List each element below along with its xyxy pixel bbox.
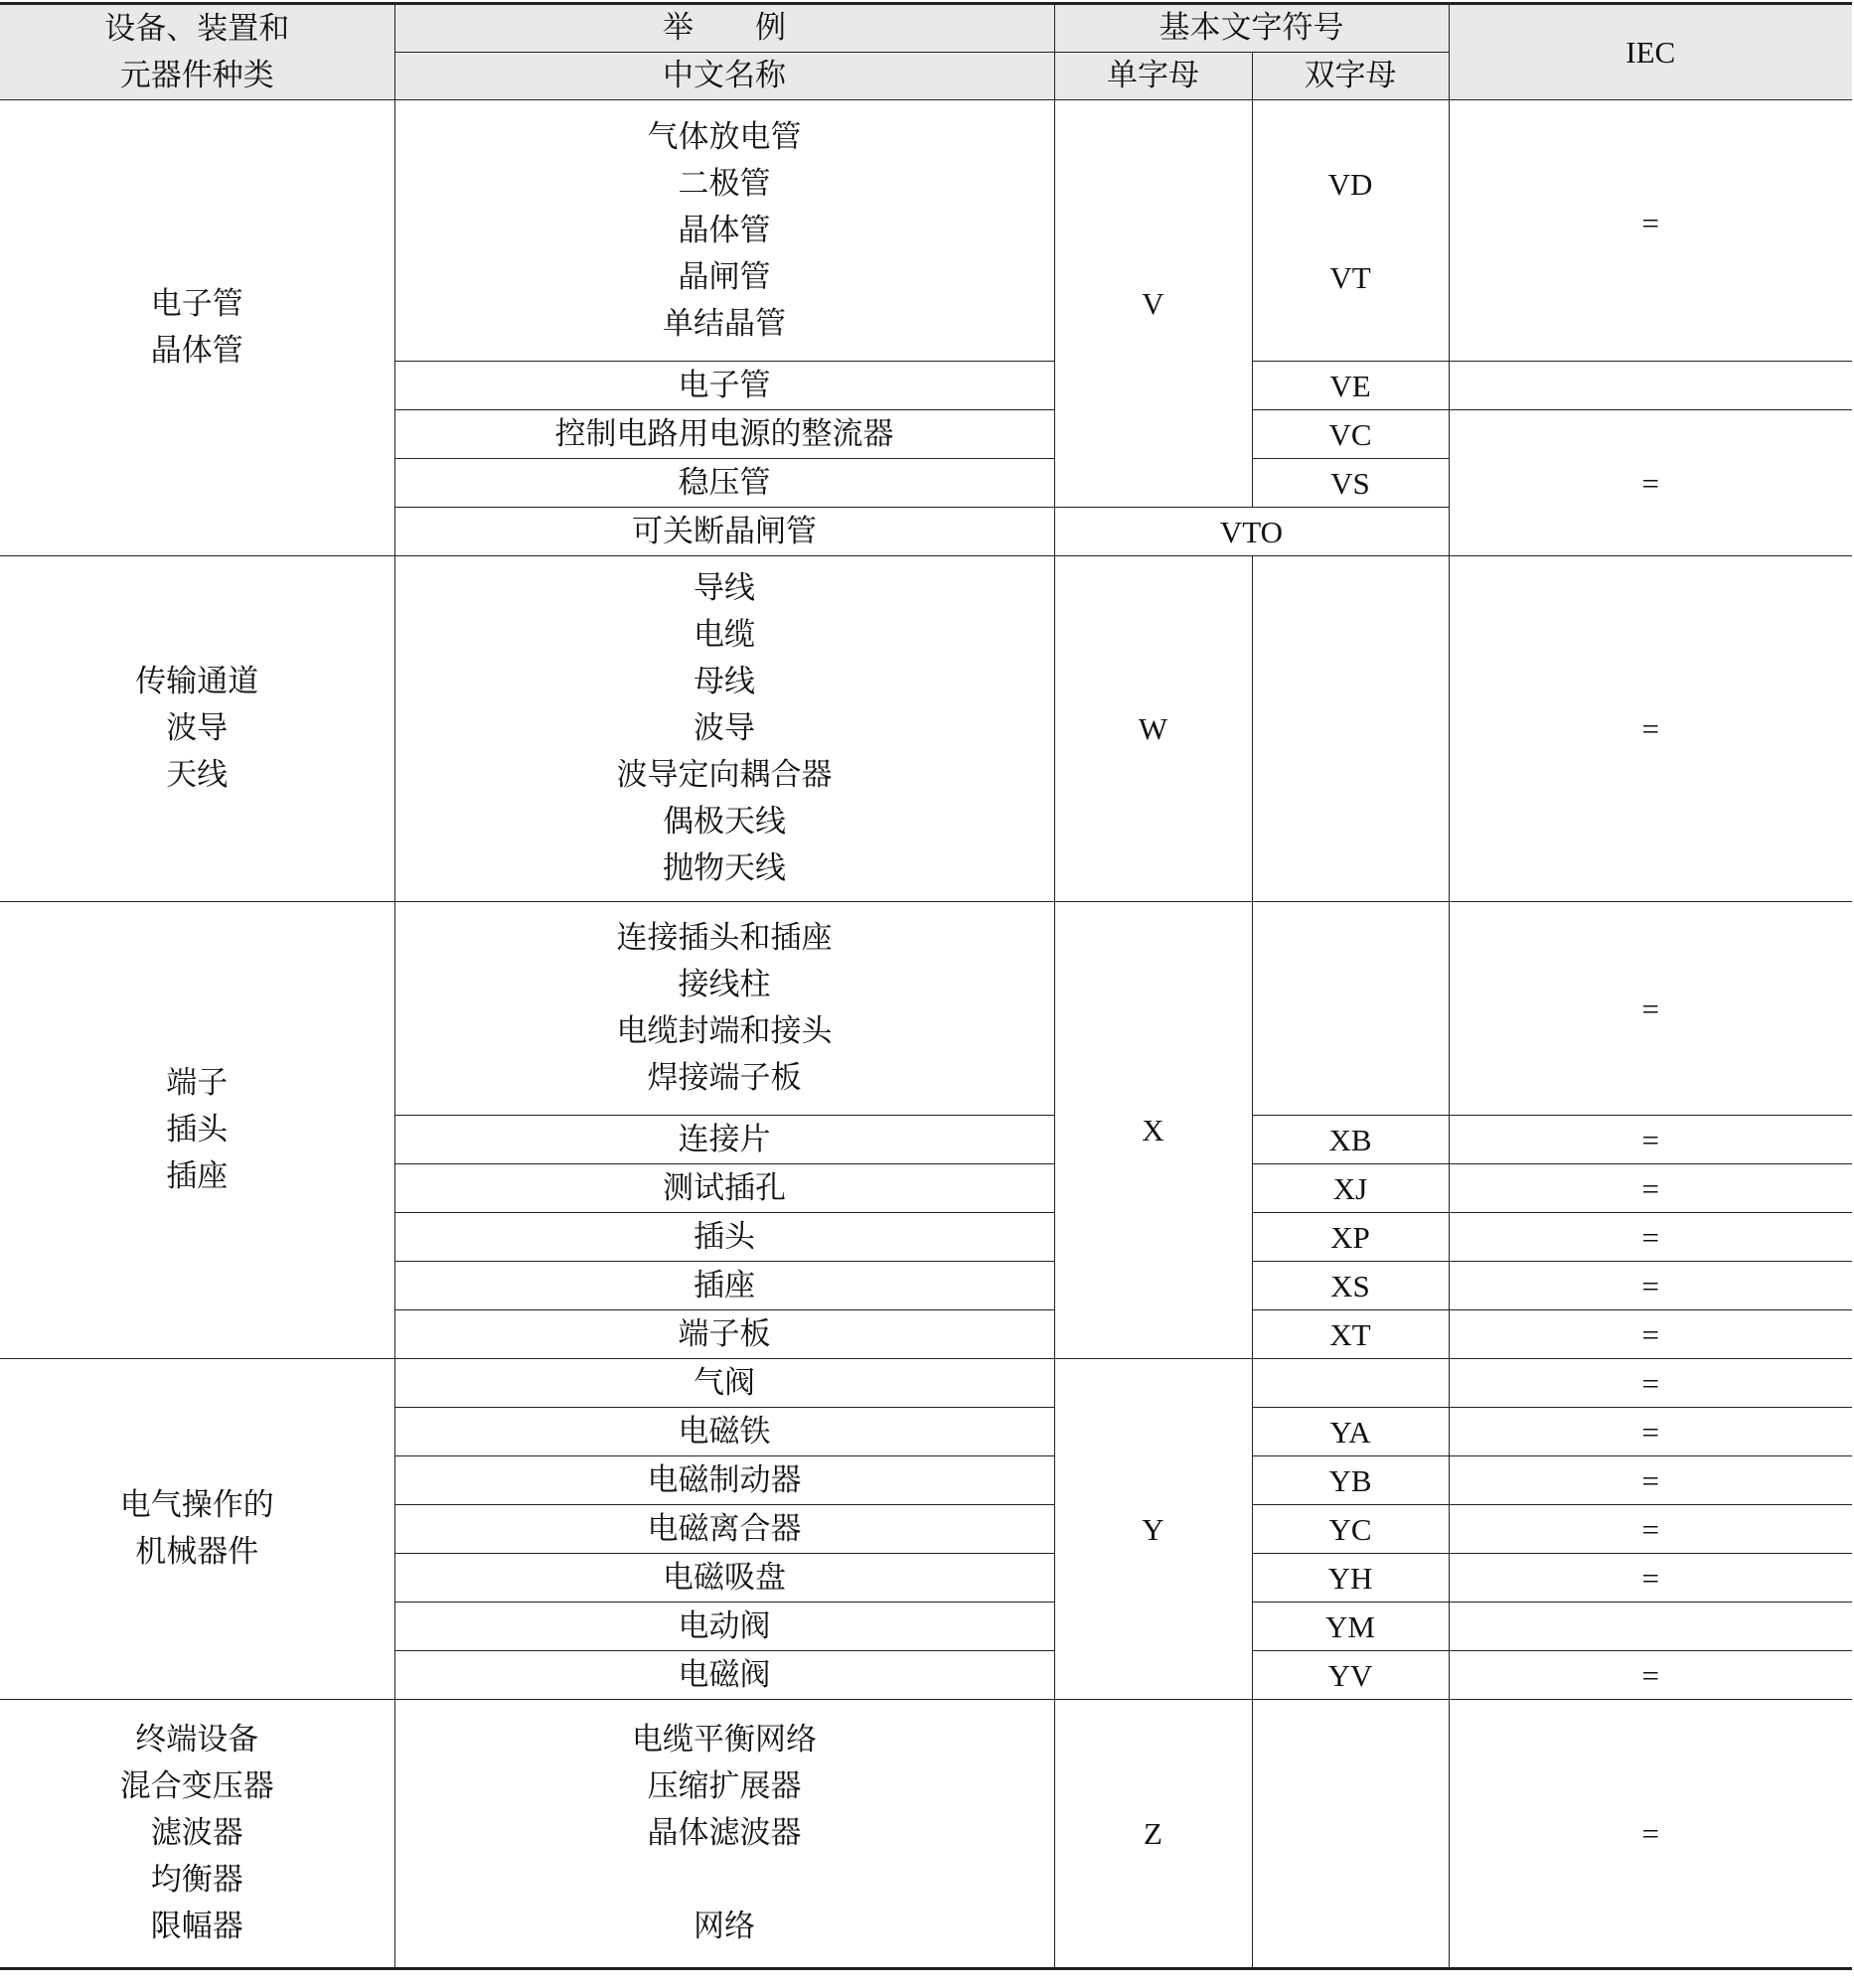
category-line: 插座	[166, 1158, 229, 1194]
example-name: 稳压管	[394, 459, 1054, 508]
category-line: 限幅器	[150, 1909, 243, 1944]
header-category	[0, 4, 394, 100]
double-letter-code: VC	[1252, 410, 1449, 459]
iec-cell: =	[1449, 1213, 1852, 1262]
example-name: 晶体管	[678, 212, 771, 248]
example-name: 电磁阀	[394, 1651, 1054, 1700]
double-letter-code: YA	[1252, 1408, 1449, 1456]
category-line: 电子管	[150, 286, 243, 322]
example-name: 电动阀	[394, 1603, 1054, 1651]
category-line: 插头	[166, 1112, 229, 1147]
example-name: 控制电路用电源的整流器	[394, 410, 1054, 459]
header-basic-symbol: 基本文字符号	[1054, 4, 1449, 53]
double-letter-code	[1252, 1359, 1449, 1408]
example-name: 插座	[394, 1262, 1054, 1310]
double-letter-code: VE	[1252, 362, 1449, 410]
example-name: 接线柱	[678, 967, 771, 1002]
category-line: 波导	[166, 710, 229, 746]
double-letter-code: YV	[1252, 1651, 1449, 1700]
example-name: 电磁铁	[394, 1408, 1054, 1456]
example-name: 偶极天线	[663, 804, 786, 840]
example-name: 测试插孔	[394, 1164, 1054, 1213]
category-line: 晶体管	[150, 333, 243, 369]
example-names-cell	[394, 902, 1054, 1116]
single-letter-cell: Y	[1054, 1359, 1252, 1700]
example-name: 电缆	[694, 617, 755, 653]
header-category-line-1: 设备、装置和	[104, 10, 290, 47]
category-line: 终端设备	[135, 1722, 259, 1758]
example-name: 波导	[694, 710, 755, 746]
header-example-chinese-name: 中文名称	[394, 53, 1054, 100]
category-line: 均衡器	[150, 1862, 243, 1898]
example-name: 晶体滤波器	[647, 1815, 802, 1851]
category-line: 传输通道	[135, 664, 259, 699]
double-letter-cell	[1252, 100, 1449, 362]
letter-symbol-table	[0, 2, 1852, 1970]
single-letter-cell: Z	[1054, 1700, 1252, 1969]
double-letter-code: YH	[1252, 1554, 1449, 1603]
double-letter-code: XT	[1252, 1310, 1449, 1359]
example-name: 电子管	[394, 362, 1054, 410]
iec-cell: =	[1449, 1651, 1852, 1700]
iec-cell: =	[1449, 1164, 1852, 1213]
example-name: 气阀	[394, 1359, 1054, 1408]
double-letter-code: YM	[1252, 1603, 1449, 1651]
iec-cell: =	[1449, 410, 1852, 556]
example-name: 电缆平衡网络	[632, 1722, 817, 1758]
example-name: 电磁吸盘	[394, 1554, 1054, 1603]
double-letter-code: YC	[1252, 1505, 1449, 1554]
example-names-cell	[394, 556, 1054, 902]
iec-cell: =	[1449, 1505, 1852, 1554]
example-name: 插头	[394, 1213, 1054, 1262]
iec-cell: =	[1449, 1310, 1852, 1359]
double-letter-cell	[1252, 902, 1449, 1116]
double-letter-code: XS	[1252, 1262, 1449, 1310]
double-letter-code: XB	[1252, 1116, 1449, 1164]
iec-cell: =	[1449, 902, 1852, 1116]
example-name: 可关断晶闸管	[394, 508, 1054, 556]
double-letter-code: XP	[1252, 1213, 1449, 1262]
example-name: 压缩扩展器	[647, 1768, 802, 1804]
category-cell-w	[0, 556, 394, 902]
example-name: 电磁离合器	[394, 1505, 1054, 1554]
example-name: 抛物天线	[663, 850, 786, 886]
iec-cell	[1449, 1603, 1852, 1651]
header-single-letter: 单字母	[1054, 53, 1252, 100]
example-names-cell	[394, 100, 1054, 362]
example-name: 电缆封端和接头	[616, 1013, 833, 1049]
iec-cell: =	[1449, 556, 1852, 902]
iec-cell: =	[1449, 1554, 1852, 1603]
double-letter-code: YB	[1252, 1456, 1449, 1505]
iec-cell: =	[1449, 1408, 1852, 1456]
category-line: 天线	[166, 757, 229, 793]
category-line: 机械器件	[135, 1534, 259, 1570]
example-name: 波导定向耦合器	[616, 757, 833, 793]
category-cell-z	[0, 1700, 394, 1969]
double-letter-cell	[1252, 1700, 1449, 1969]
category-line: 端子	[166, 1065, 229, 1101]
double-letter-code: VS	[1252, 459, 1449, 508]
double-letter-cell	[1252, 556, 1449, 902]
symbol-code-merged: VTO	[1054, 508, 1449, 556]
iec-cell: =	[1449, 1359, 1852, 1408]
category-cell-x	[0, 902, 394, 1359]
double-letter-code: XJ	[1252, 1164, 1449, 1213]
iec-cell: =	[1449, 1262, 1852, 1310]
example-name: 导线	[694, 570, 755, 606]
iec-cell: =	[1449, 1700, 1852, 1969]
example-name: 焊接端子板	[647, 1060, 802, 1096]
iec-cell: =	[1449, 1116, 1852, 1164]
example-names-cell	[394, 1700, 1054, 1969]
iec-cell: =	[1449, 1456, 1852, 1505]
example-name: 连接片	[394, 1116, 1054, 1164]
example-name: 气体放电管	[647, 118, 802, 155]
single-letter-cell: X	[1054, 902, 1252, 1359]
category-cell-y	[0, 1359, 394, 1700]
header-iec: IEC	[1449, 4, 1852, 100]
example-name: 单结晶管	[663, 305, 786, 342]
example-name	[395, 1857, 1054, 1904]
single-letter-cell: W	[1054, 556, 1252, 902]
category-line: 电气操作的	[119, 1487, 274, 1523]
single-letter-cell: V	[1054, 100, 1252, 508]
example-name: 晶闸管	[678, 258, 771, 295]
double-letter-code: VT	[1329, 259, 1371, 295]
category-line: 滤波器	[150, 1815, 243, 1851]
example-name: 连接插头和插座	[616, 920, 833, 956]
double-letter-code: VD	[1327, 166, 1373, 202]
example-name: 母线	[694, 664, 755, 699]
example-name: 端子板	[394, 1310, 1054, 1359]
iec-cell	[1449, 362, 1852, 410]
example-name: 电磁制动器	[394, 1456, 1054, 1505]
example-name: 网络	[694, 1909, 755, 1944]
iec-cell: =	[1449, 100, 1852, 362]
example-name: 二极管	[678, 165, 771, 202]
header-category-line-2: 元器件种类	[119, 57, 274, 93]
category-cell-v	[0, 100, 394, 556]
category-line: 混合变压器	[119, 1768, 274, 1804]
header-example: 举 例	[394, 4, 1054, 53]
header-double-letter: 双字母	[1252, 53, 1449, 100]
